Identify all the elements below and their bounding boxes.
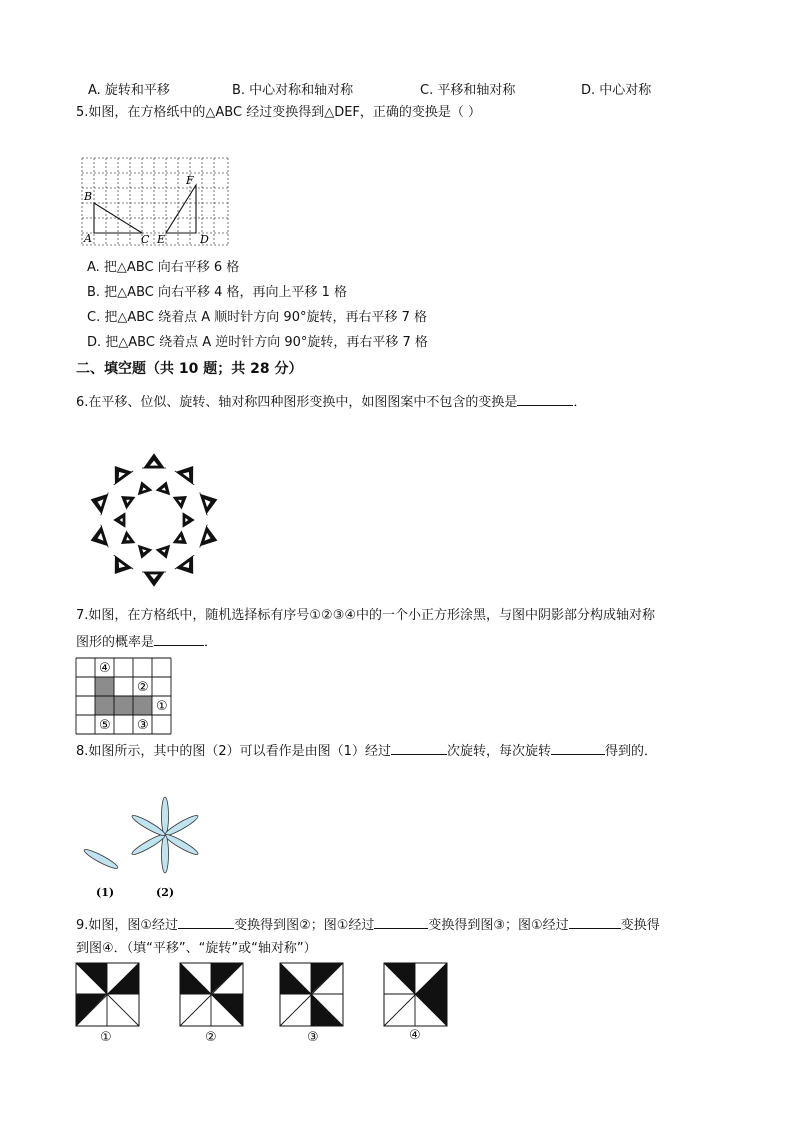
q7-line1: 7.如图，在方格纸中，随机选择标有序号①②③④中的一个小正方形涂黑，与图中阴影部分构成轴对称: [76, 608, 656, 623]
q8-caption-1: (1): [96, 886, 115, 899]
q7-mark-5: ⑤: [99, 718, 111, 733]
q9-text-b: 变换得到图②；图①经过: [234, 918, 375, 933]
q7-line2-text: 图形的概率是: [76, 635, 155, 650]
q4-option-b: B. 中心对称和轴对称: [232, 83, 354, 98]
q9-caption-2: ②: [205, 1030, 217, 1045]
q8-petal-single: [83, 847, 120, 871]
q9-line2: 到图④．（填“平移”、“旋转”或“轴对称”）: [76, 941, 317, 956]
q6-stem: [76, 393, 586, 412]
q7-end: ．: [204, 635, 218, 650]
q9-figure-4: [383, 962, 449, 1028]
q9-figure-2: [179, 962, 245, 1028]
q8-text-b: 次旋转，每次旋转: [446, 744, 551, 759]
q8-caption-2: (2): [156, 886, 175, 899]
q4-option-a: A. 旋转和平移: [88, 83, 170, 98]
q6-ring-pattern: [80, 448, 228, 592]
q5-option-c: C. 把△ABC 绕着点 A 顺时针方向 90°旋转，再右平移 7 格: [87, 310, 427, 325]
q5-stem: 5.如图，在方格纸中的△ABC 经过变换得到△DEF，正确的变换是（ ）: [76, 105, 482, 120]
q7-line2: [76, 633, 217, 652]
label-c: C: [141, 233, 150, 246]
q9-text-a: 9.如图，图①经过: [76, 918, 179, 933]
q6-text: 6.在平移、位似、旋转、轴对称四种图形变换中，如图图案中不包含的变换是: [76, 395, 518, 410]
q9-text-d: 变换得: [620, 918, 660, 933]
label-e: E: [157, 233, 166, 246]
q4-option-c: C. 平移和轴对称: [420, 83, 516, 98]
q6-end: ．: [573, 395, 587, 410]
q7-grid-figure: [75, 657, 173, 735]
q5-dashed-grid: [82, 158, 228, 245]
q5-option-d: D. 把△ABC 绕着点 A 逆时针方向 90°旋转，再右平移 7 格: [87, 335, 428, 350]
q9-caption-3: ③: [307, 1030, 319, 1045]
q5-grid-figure: [78, 156, 232, 248]
q9-caption-1: ①: [100, 1030, 112, 1045]
q4-option-d: D. 中心对称: [581, 83, 652, 98]
q6-answer-blank[interactable]: [517, 393, 573, 406]
q7-mark-1: ①: [156, 699, 168, 714]
q7-shaded-cell: [114, 696, 133, 715]
q7-answer-blank[interactable]: [154, 633, 204, 646]
q9-figure-3: [279, 962, 345, 1028]
q9-figure-1: [75, 962, 141, 1028]
q8-stem: [76, 742, 657, 761]
label-d: D: [200, 233, 209, 246]
q8-flower: [130, 797, 199, 873]
q4-options: [88, 79, 708, 99]
q9-blank-3[interactable]: [569, 916, 621, 929]
q7-mark-3: ③: [137, 718, 149, 733]
triangle-def: [166, 185, 196, 233]
q7-shaded-cell: [95, 677, 114, 696]
q8-text-a: 8.如图所示，其中的图（2）可以看作是由图（1）经过: [76, 744, 391, 759]
q7-mark-2: ②: [137, 680, 149, 695]
q5-option-b: B. 把△ABC 向右平移 4 格，再向上平移 1 格: [87, 285, 348, 300]
q9-blank-1[interactable]: [178, 916, 234, 929]
q7-shaded-cell: [95, 696, 114, 715]
q8-blank-count[interactable]: [391, 742, 447, 755]
q8-text-c: 得到的．: [604, 744, 657, 759]
q9-blank-2[interactable]: [374, 916, 428, 929]
label-f: F: [186, 174, 194, 187]
label-a: A: [84, 232, 92, 245]
q9-text-c: 变换得到图③；图①经过: [428, 918, 569, 933]
q5-option-a: A. 把△ABC 向右平移 6 格: [87, 260, 240, 275]
q9-line1: [76, 916, 660, 935]
q9-caption-4: ④: [409, 1028, 421, 1043]
q7-shaded-cell: [133, 696, 152, 715]
q8-blank-angle[interactable]: [551, 742, 605, 755]
label-b: B: [84, 190, 93, 203]
q7-mark-4: ④: [99, 661, 111, 676]
section-title: 二、填空题（共 10 题；共 28 分）: [76, 361, 303, 377]
q8-figures: [80, 795, 210, 905]
